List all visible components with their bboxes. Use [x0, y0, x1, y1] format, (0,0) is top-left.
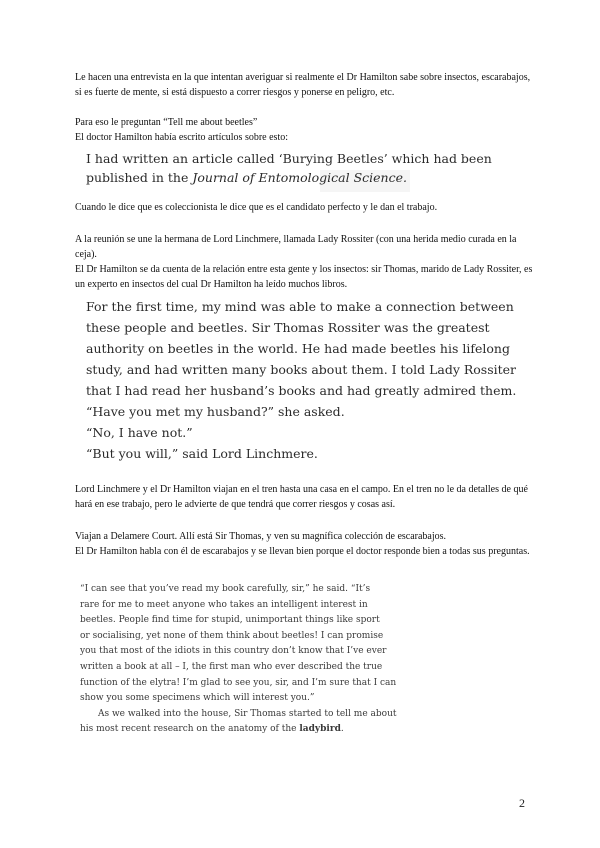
book-excerpt-sir-thomas: [80, 582, 530, 738]
conversation-paragraph: El Dr Hamilton habla con él de escarabajos y se llevan bien porque el doctor responde bien a todas sus preguntas.: [75, 546, 530, 557]
keyword-ladybird: ladybird: [299, 724, 341, 735]
excerpt-line: rare for me to meet anyone who takes an intelligent interest in: [80, 599, 368, 610]
intro-paragraph: Le hacen una entrevista en la que intentan averiguar si realmente el Dr Hamilton sabe sobre insectos, escarabajos, si es fuerte de mente, si está dispuesto a correr riesgos y ponerse en peligro, etc.: [75, 72, 531, 98]
excerpt-line: “I can see that you’ve read my book carefully, sir,” he said. “It’s: [80, 584, 371, 594]
excerpt-line: study, and had written many books about them. I told Lady Rossiter: [86, 362, 517, 377]
book-excerpt-article: [86, 149, 526, 187]
book-excerpt-rossiter: [86, 296, 526, 464]
excerpt-line: I had written an article called ‘Burying Beetles’ which had been: [86, 151, 492, 166]
meeting-paragraph: A la reunión se une la hermana de Lord Linchmere, llamada Lady Rossiter (con una herida medio curada en la ceja).: [75, 234, 517, 260]
excerpt-line: authority on beetles in the world. He had made beetles his lifelong: [86, 341, 510, 356]
excerpt-text: his most recent research on the anatomy of the: [80, 724, 300, 735]
excerpt-line: “Have you met my husband?” she asked.: [86, 404, 345, 419]
intro-articles: El doctor Hamilton había escrito artículos sobre esto:: [75, 132, 288, 143]
excerpt-line: “But you will,” said Lord Linchmere.: [86, 446, 318, 461]
excerpt-line: For the first time, my mind was able to make a connection between: [86, 299, 514, 314]
journal-title: Journal of Entomological Science.: [192, 170, 407, 185]
delamere-paragraph: Viajan a Delamere Court. Allí está Sir Thomas, y ven su magnífica colección de escarabajos.: [75, 531, 447, 542]
excerpt-line: [86, 168, 526, 187]
excerpt-text: .: [340, 724, 344, 735]
page-number: 2: [519, 796, 525, 810]
excerpt-line: or socialising, yet none of them think about beetles! I can promise: [80, 630, 384, 641]
excerpt-line: show you some specimens which will interest you.”: [80, 693, 315, 704]
excerpt-line: beetles. People find time for stupid, unimportant things like sport: [80, 615, 380, 626]
excerpt-line: As we walked into the house, Sir Thomas started to tell me about: [98, 708, 397, 719]
excerpt-text: published in the: [86, 170, 193, 185]
intro-question: Para eso le preguntan “Tell me about beetles”: [75, 117, 258, 128]
excerpt-line: [80, 722, 530, 738]
excerpt-line: you that most of the idiots in this country don’t know that I’ve ever: [80, 646, 387, 657]
excerpt-line: that I had read her husband’s books and had greatly admired them.: [86, 383, 517, 398]
excerpt-line: these people and beetles. Sir Thomas Rossiter was the greatest: [86, 320, 490, 335]
travel-paragraph: Lord Linchmere y el Dr Hamilton viajan en el tren hasta una casa en el campo. En el tren no le da detalles de qué hará en ese trabajo, pero le advierte de que tendrá que correr riesgos y cosas así.: [75, 484, 528, 510]
relation-paragraph: El Dr Hamilton se da cuenta de la relación entre esta gente y los insectos: sir Thomas, marido de Lady Rossiter, es un experto en insectos del cual Dr Hamilton ha leído muchos libros.: [75, 264, 533, 290]
collector-paragraph: Cuando le dice que es coleccionista le dice que es el candidato perfecto y le dan el trabajo.: [75, 202, 438, 213]
excerpt-line: “No, I have not.”: [86, 425, 193, 440]
excerpt-line: written a book at all – I, the first man who ever described the true: [80, 661, 383, 672]
excerpt-line: function of the elytra! I’m glad to see you, sir, and I’m sure that I can: [80, 677, 397, 688]
